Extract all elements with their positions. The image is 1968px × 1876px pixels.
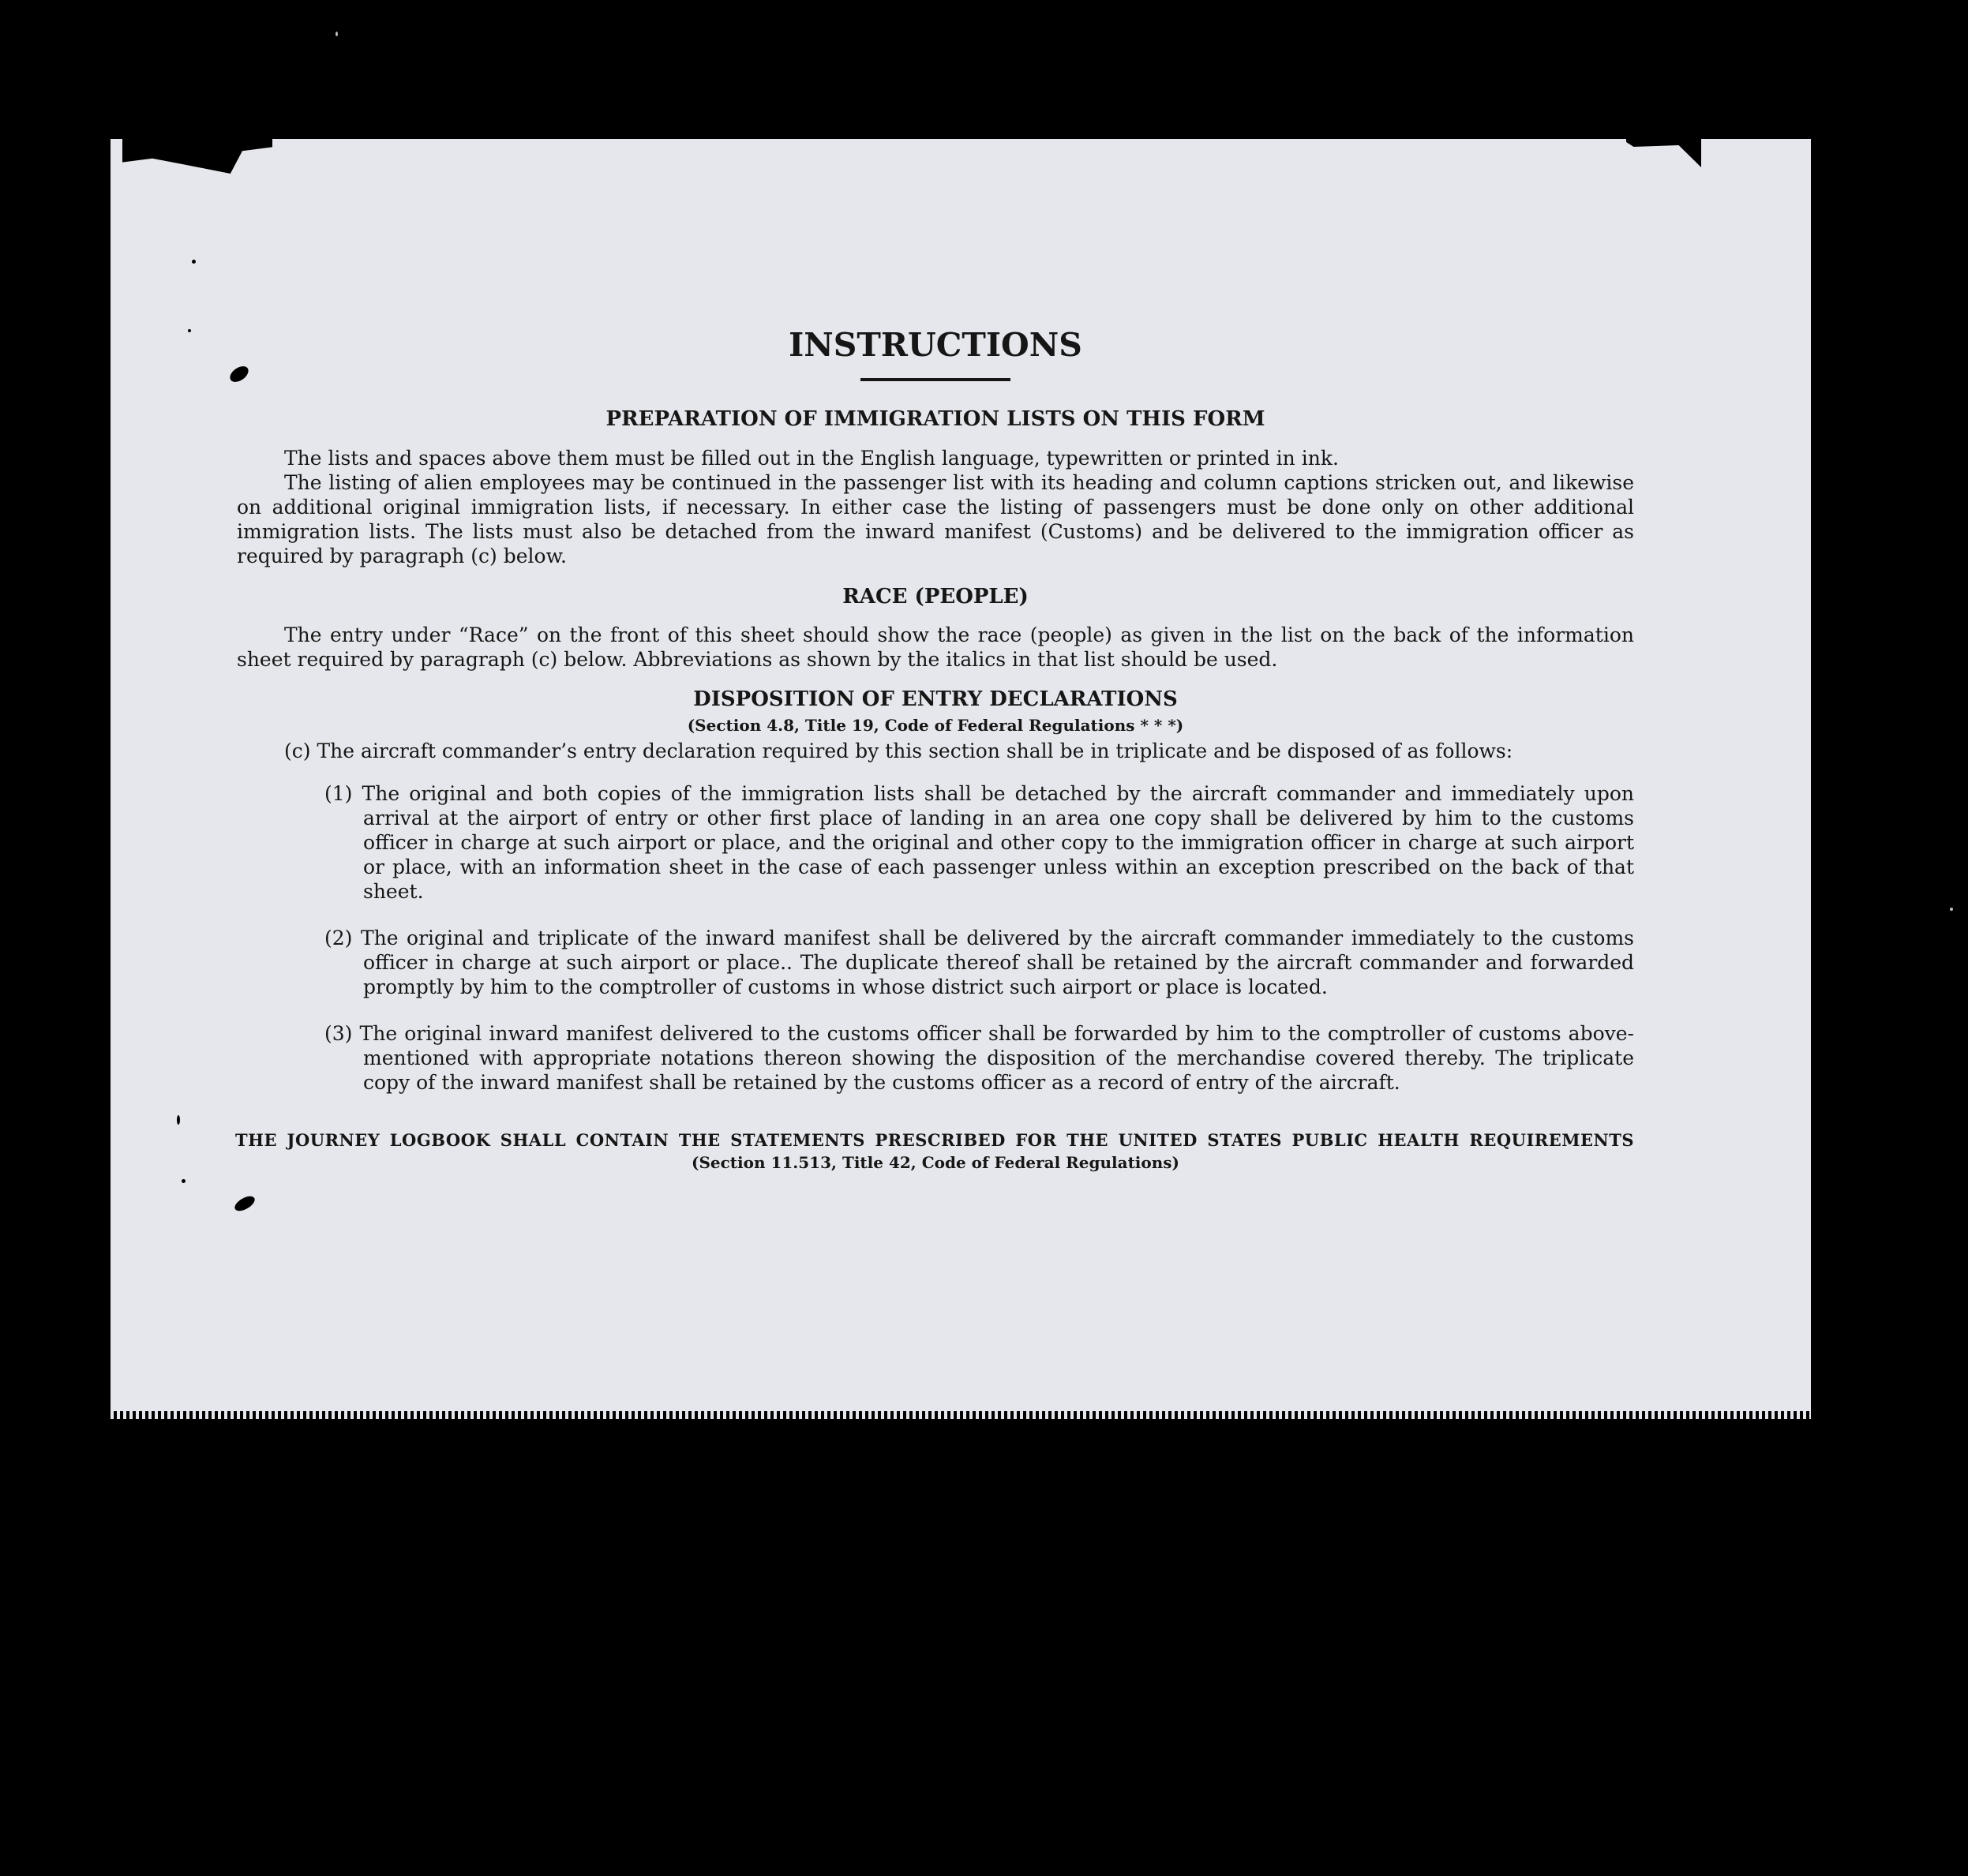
ink-speck [188, 329, 191, 332]
paragraph: The entry under “Race” on the front of this sheet should show the race (people) as given in the list on the back of the information sheet required by paragraph (c) below. Abbreviations as shown by the italics in that list should be used. [237, 623, 1634, 671]
paragraph: The listing of alien employees may be continued in the passenger list with its heading and column captions stricken out, and likewise on additional original immigration lists, if necessary. In either case the listing of passengers must be done only on other additional immigration lists. The lists must also be detached from the inward manifest (Customs) and be delivered to the immigration officer as required by paragraph (c) below. [237, 471, 1634, 567]
section-heading-preparation: PREPARATION OF IMMIGRATION LISTS ON THIS FORM [605, 407, 1265, 431]
footer-citation: (Section 11.513, Title 42, Code of Federal Regulations) [691, 1153, 1180, 1172]
section-heading-race: RACE (PEOPLE) [842, 585, 1029, 608]
perforated-edge [111, 1411, 1811, 1419]
section-heading-disposition: DISPOSITION OF ENTRY DECLARATIONS [693, 687, 1178, 711]
paragraph: The lists and spaces above them must be filled out in the English language, typewritten or printed in ink. [284, 447, 1339, 470]
ink-speck [177, 1115, 180, 1125]
dust-speck [335, 32, 338, 36]
paragraph-c-intro: (c) The aircraft commander’s entry declaration required by this section shall be in triplicate and be disposed of as follows: [284, 740, 1513, 762]
ink-speck [192, 260, 196, 264]
ink-speck [182, 1179, 186, 1183]
document-title: INSTRUCTIONS [789, 326, 1082, 364]
section-citation: (Section 4.8, Title 19, Code of Federal Regulations * * *) [687, 716, 1184, 735]
list-item: (1) The original and both copies of the immigration lists shall be detached by the aircraft commander and immediately upon arrival at the airport of entry or other first place of landing in an area one copy shall be delivered by him to the customs officer in charge at such airport or place, and the original and other copy to the immigration officer in charge at such airport or place, with an information sheet in the case of each passenger unless within an exception prescribed on the back of that sheet. [324, 782, 1634, 903]
list-item: (3) The original inward manifest delivered to the customs officer shall be forwarded by him to the comptroller of customs above-mentioned with appropriate notations thereon showing the disposition of the merchandise covered thereby. The triplicate copy of the inward manifest shall be retained by the customs officer as a record of entry of the aircraft. [324, 1022, 1634, 1094]
list-item: (2) The original and triplicate of the inward manifest shall be delivered by the aircraft commander immediately to the customs officer in charge at such airport or place.. The duplicate thereof shall be retained by the aircraft commander and forwarded promptly by him to the comptroller of customs in whose district such airport or place is located. [324, 927, 1634, 998]
document-body [237, 320, 1634, 1172]
footer-health-requirements: THE JOURNEY LOGBOOK SHALL CONTAIN THE STATEMENTS PRESCRIBED FOR THE UNITED STATES PUBLIC HEALTH REQUIREMENTS [235, 1130, 1634, 1150]
title-underline [860, 378, 1010, 381]
dust-speck [1950, 908, 1953, 911]
